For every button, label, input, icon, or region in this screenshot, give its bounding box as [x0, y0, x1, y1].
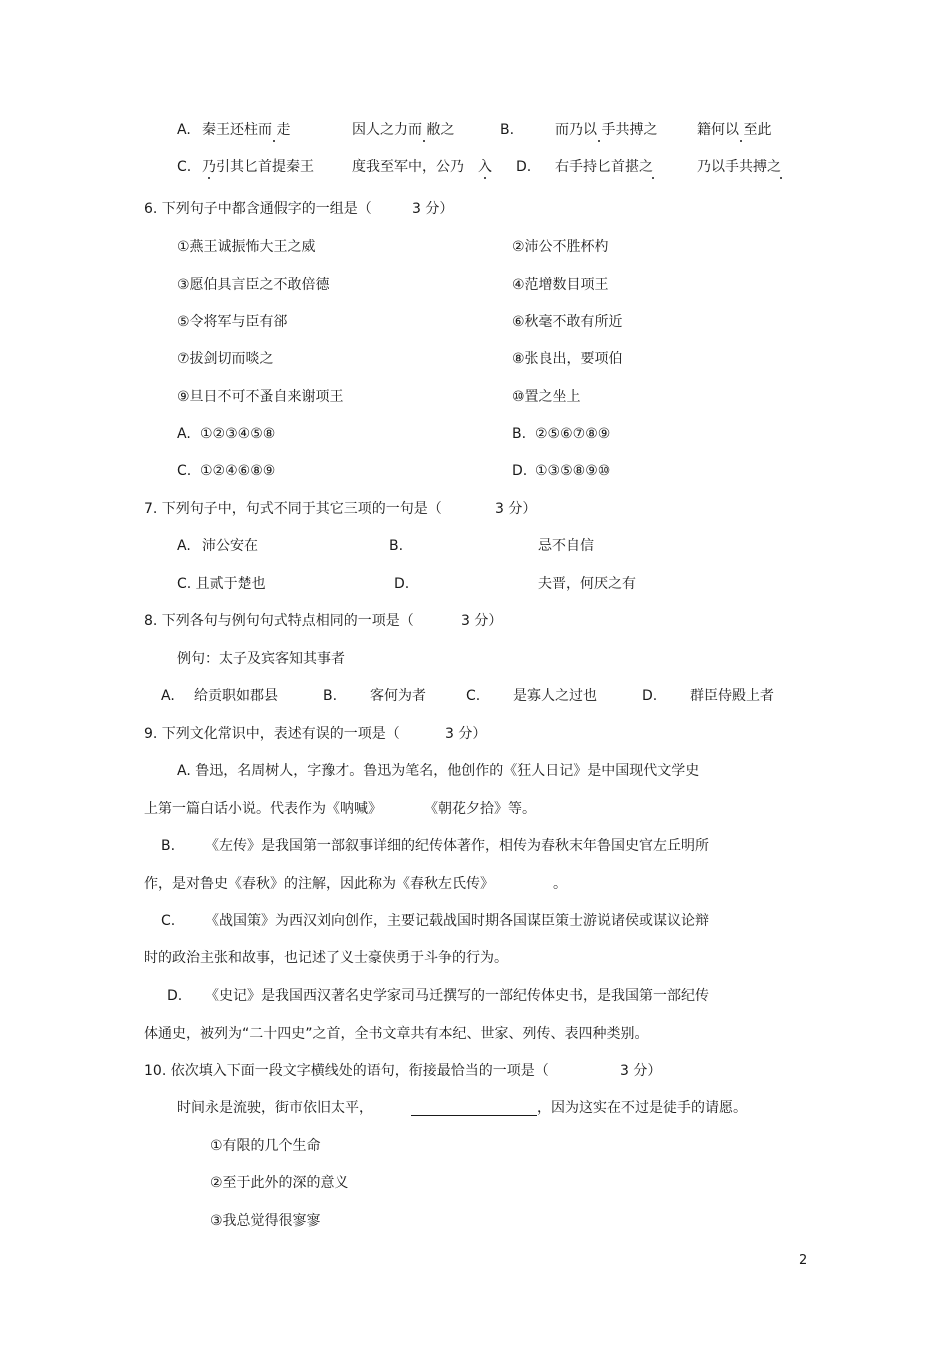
q5-option-b-sentence-1: 而乃以 手共搏之: [555, 122, 658, 138]
q6-item-2: ②沛公不胜杯杓: [512, 239, 609, 255]
q8-option-b-label: B.: [323, 688, 338, 704]
q10-item-1: ①有限的几个生命: [210, 1138, 321, 1154]
q10-passage-start: 时间永是流驶，街市依旧太平，: [177, 1100, 373, 1116]
q5-option-a-sentence-1: 秦王还柱而 走: [202, 122, 291, 138]
q6-item-6: ⑥秋毫不敢有所近: [512, 314, 623, 330]
q7-option-b: 忌不自信: [538, 538, 594, 554]
q9-option-a-line-2-end: 《朝花夕拾》等。: [424, 801, 536, 817]
q5-option-a-label: A.: [177, 122, 191, 138]
q6-option-d-label: D.: [512, 463, 528, 479]
q9-option-c-line-2: 时的政治主张和故事，也记述了义士豪侠勇于斗争的行为。: [144, 950, 508, 966]
q8-option-c-label: C.: [466, 688, 481, 704]
q8-option-d-label: D.: [642, 688, 658, 704]
q6-stem: 6. 下列句子中都含通假字的一组是（: [144, 201, 372, 217]
q10-passage-end: ，因为这实在不过是徒手的请愿。: [537, 1100, 747, 1116]
q9-option-b-line-1: 《左传》是我国第一部叙事详细的纪传体著作，相传为春秋末年鲁国史官左丘明所: [205, 838, 709, 854]
q10-item-2: ②至于此外的深的意义: [210, 1175, 349, 1191]
q9-option-d-label: D.: [167, 988, 183, 1004]
q6-item-8: ⑧张良出，要项伯: [512, 351, 623, 367]
q6-option-c-label: C.: [177, 463, 192, 479]
q6-option-a-label: A.: [177, 426, 191, 442]
q5-option-c-sentence-1: 乃引其匕首提秦王: [202, 159, 314, 175]
q9-option-a-line-2: 上第一篇白话小说。代表作为《呐喊》: [144, 801, 382, 817]
q9-option-b-line-2-end: 。: [553, 876, 567, 892]
q6-option-a: ①②③④⑤⑧: [200, 426, 276, 442]
q7-points: 3 分）: [495, 501, 537, 517]
q8-stem: 8. 下列各句与例句句式特点相同的一项是（: [144, 613, 414, 629]
q9-option-d-line-2: 体通史，被列为“二十四史”之首，全书文章共有本纪、世家、列传、表四种类别。: [144, 1026, 649, 1042]
q6-item-3: ③愿伯具言臣之不敢倍德: [177, 277, 330, 293]
q6-item-10: ⑩置之坐上: [512, 389, 581, 405]
q9-option-a-line-1: A. 鲁迅，名周树人，字豫才。鲁迅为笔名，他创作的《狂人日记》是中国现代文学史: [177, 763, 700, 779]
q6-item-9: ⑨旦日不可不蚤自来谢项王: [177, 389, 344, 405]
q5-option-d-label: D.: [516, 159, 532, 175]
q8-example: 例句：太子及宾客知其事者: [177, 651, 345, 667]
q8-option-b: 客何为者: [370, 688, 426, 704]
q10-stem: 10. 依次填入下面一段文字横线处的语句，衔接最恰当的一项是（: [144, 1063, 549, 1079]
q9-option-d-line-1: 《史记》是我国西汉著名史学家司马迁撰写的一部纪传体史书，是我国第一部纪传: [205, 988, 709, 1004]
q5-option-c-label: C.: [177, 159, 192, 175]
q8-option-d: 群臣侍殿上者: [690, 688, 774, 704]
q6-option-d: ①③⑤⑧⑨⑩: [535, 463, 611, 479]
q6-item-1: ①燕王诚振怖大王之威: [177, 239, 316, 255]
q9-points: 3 分）: [445, 726, 487, 742]
q5-option-b-sentence-2: 籍何以 至此: [697, 122, 772, 138]
q10-answer-blank[interactable]: [411, 1099, 537, 1116]
q9-option-b-label: B.: [161, 838, 176, 854]
page-number: 2: [799, 1253, 808, 1268]
q8-option-a-label: A.: [161, 688, 175, 704]
q5-option-d-sentence-2: 乃以手共搏之: [697, 159, 781, 175]
q5-option-d-sentence-1: 右手持匕首揕之: [555, 159, 653, 175]
q7-option-a: 沛公安在: [202, 538, 258, 554]
q6-item-4: ④范增数目项王: [512, 277, 609, 293]
q6-option-b: ②⑤⑥⑦⑧⑨: [535, 426, 611, 442]
q9-option-b-line-2: 作，是对鲁史《春秋》的注解，因此称为《春秋左氏传》: [144, 876, 494, 892]
q6-item-5: ⑤令将军与臣有郤: [177, 314, 288, 330]
q7-stem: 7. 下列句子中，句式不同于其它三项的一句是（: [144, 501, 442, 517]
q6-option-c: ①②④⑥⑧⑨: [200, 463, 276, 479]
q5-option-a-sentence-2: 因人之力而 敝之: [352, 122, 455, 138]
q6-points: 3 分）: [412, 201, 454, 217]
q9-stem: 9. 下列文化常识中，表述有误的一项是（: [144, 726, 400, 742]
q7-option-d-label: D.: [394, 576, 410, 592]
q8-points: 3 分）: [461, 613, 503, 629]
q10-item-3: ③我总觉得很寥寥: [210, 1213, 321, 1229]
q7-option-a-label: A.: [177, 538, 191, 554]
q5-option-c-sentence-2: 度我至军中，公乃 入: [352, 159, 492, 175]
q9-option-c-line-1: 《战国策》为西汉刘向创作，主要记载战国时期各国谋臣策士游说诸侯或谋议论辩: [205, 913, 709, 929]
q7-option-c: C. 且贰于楚也: [177, 576, 266, 592]
q6-item-7: ⑦拔剑切而啖之: [177, 351, 274, 367]
q7-option-d: 夫晋，何厌之有: [538, 576, 636, 592]
q8-option-a: 给贡职如郡县: [194, 688, 278, 704]
q8-option-c: 是寡人之过也: [513, 688, 597, 704]
q5-option-b-label: B.: [500, 122, 515, 138]
q6-option-b-label: B.: [512, 426, 527, 442]
q9-option-c-label: C.: [161, 913, 176, 929]
q7-option-b-label: B.: [389, 538, 404, 554]
q10-points: 3 分）: [620, 1063, 662, 1079]
